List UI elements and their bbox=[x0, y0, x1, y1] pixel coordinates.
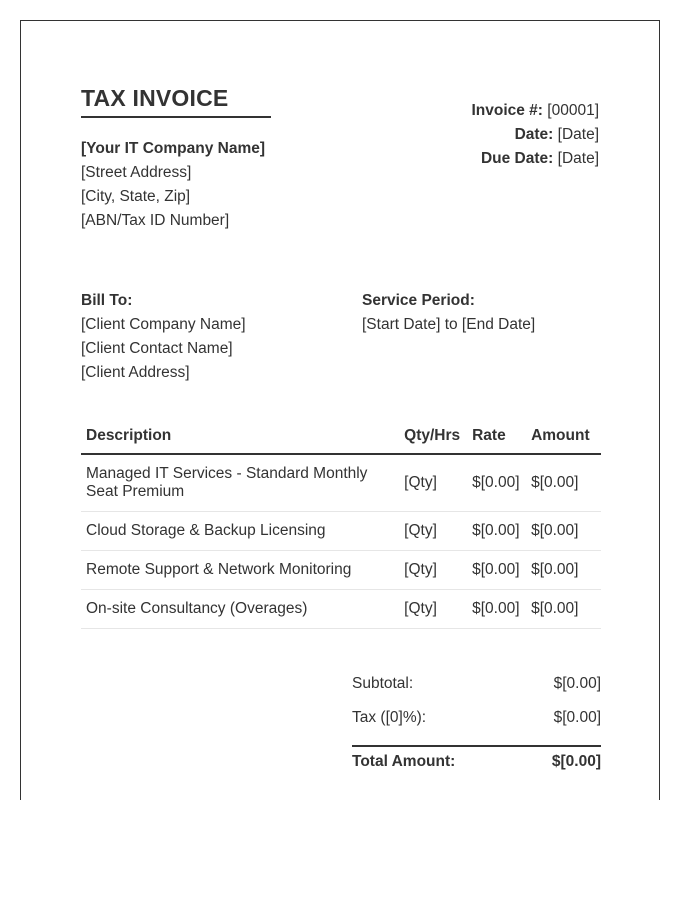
invoice-due-label: Due Date: bbox=[480, 150, 554, 167]
subtotal-value: $[0.00] bbox=[553, 675, 601, 692]
total-value: $[0.00] bbox=[551, 753, 601, 770]
invoice-due-line bbox=[471, 147, 599, 171]
line-items-table bbox=[81, 419, 601, 629]
tax-row bbox=[352, 705, 601, 739]
table-row bbox=[81, 512, 601, 551]
invoice-number-line bbox=[471, 99, 599, 123]
invoice-number-label: Invoice #: bbox=[471, 102, 543, 119]
header-rate: Rate bbox=[467, 419, 526, 454]
company-street: [Street Address] bbox=[81, 164, 192, 181]
row-description: Cloud Storage & Backup Licensing bbox=[81, 512, 399, 551]
row-rate: $[0.00] bbox=[467, 590, 526, 629]
invoice-number-value: [00001] bbox=[547, 102, 599, 119]
subtotal-label: Subtotal: bbox=[352, 675, 414, 692]
row-description: Remote Support & Network Monitoring bbox=[81, 551, 399, 590]
table-row bbox=[81, 454, 601, 512]
invoice-date-value: [Date] bbox=[557, 126, 599, 143]
row-rate: $[0.00] bbox=[467, 551, 526, 590]
total-row bbox=[352, 745, 601, 783]
row-qty: [Qty] bbox=[399, 590, 467, 629]
invoice-title: TAX INVOICE bbox=[81, 85, 271, 118]
table-row bbox=[81, 551, 601, 590]
row-amount: $[0.00] bbox=[526, 454, 601, 512]
header-description: Description bbox=[81, 419, 399, 454]
tax-value: $[0.00] bbox=[553, 709, 601, 726]
client-address: [Client Address] bbox=[81, 364, 190, 381]
row-qty: [Qty] bbox=[399, 551, 467, 590]
company-tax-id: [ABN/Tax ID Number] bbox=[81, 212, 230, 229]
bill-to-heading: Bill To: bbox=[81, 292, 133, 309]
invoice-date-label: Date: bbox=[514, 126, 554, 143]
tax-label: Tax ([0]%): bbox=[352, 709, 427, 726]
client-company: [Client Company Name] bbox=[81, 316, 246, 333]
row-qty: [Qty] bbox=[399, 454, 467, 512]
company-block bbox=[81, 137, 265, 233]
row-rate: $[0.00] bbox=[467, 512, 526, 551]
row-amount: $[0.00] bbox=[526, 512, 601, 551]
row-amount: $[0.00] bbox=[526, 551, 601, 590]
table-header-row bbox=[81, 419, 601, 454]
company-city: [City, State, Zip] bbox=[81, 188, 191, 205]
invoice-due-value: [Date] bbox=[557, 150, 599, 167]
bill-to-block bbox=[81, 289, 246, 385]
row-description: Managed IT Services - Standard Monthly Seat Premium bbox=[81, 454, 399, 512]
invoice-date-line bbox=[471, 123, 599, 147]
table-row bbox=[81, 590, 601, 629]
invoice-meta bbox=[471, 99, 599, 171]
total-label: Total Amount: bbox=[352, 753, 456, 770]
header-amount: Amount bbox=[526, 419, 601, 454]
invoice-page bbox=[20, 20, 660, 800]
service-period-heading: Service Period: bbox=[362, 292, 475, 309]
client-contact: [Client Contact Name] bbox=[81, 340, 233, 357]
row-rate: $[0.00] bbox=[467, 454, 526, 512]
company-name: [Your IT Company Name] bbox=[81, 140, 266, 157]
totals-block bbox=[352, 671, 601, 783]
header-qty: Qty/Hrs bbox=[399, 419, 467, 454]
row-qty: [Qty] bbox=[399, 512, 467, 551]
row-description: On-site Consultancy (Overages) bbox=[81, 590, 399, 629]
subtotal-row bbox=[352, 671, 601, 705]
service-period-value: [Start Date] to [End Date] bbox=[362, 316, 536, 333]
service-period-block bbox=[362, 289, 535, 337]
row-amount: $[0.00] bbox=[526, 590, 601, 629]
